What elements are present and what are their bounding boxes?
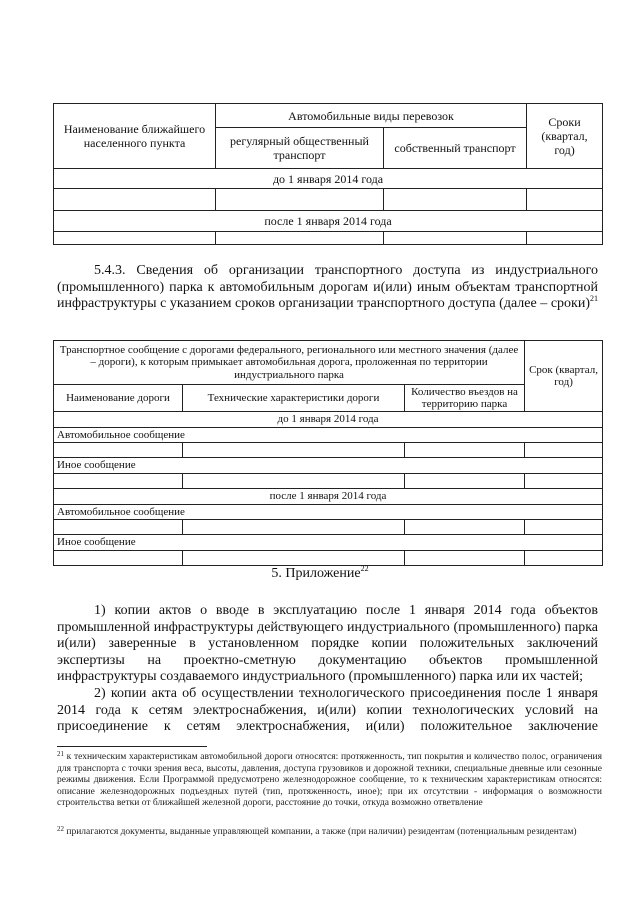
- header-terms: Сроки (квартал, год): [527, 104, 603, 169]
- section-5-heading: 5. Приложение$^{22}$: [271, 564, 369, 581]
- table-row: [54, 232, 603, 245]
- attachment-item-2: 2) копии акта об осуществлении технологического присоединения после 1 января 2014 года к сетям электроснабжения, и(или) копии технологических условий на присоединение к сетям электроснабжения, и(или) положительное заключение: [57, 686, 598, 734]
- header-transport-links: Транспортное сообщение с дорогами федерального, регионального или местного значения (далее – дороги), к которым примыкает автомобильная дорога, проложенная по территории индустриального парка: [54, 341, 525, 385]
- row-auto-link: Автомобильное сообщение: [54, 505, 603, 520]
- table-row: [54, 474, 603, 489]
- header-own-transport: собственный транспорт: [384, 128, 527, 169]
- table-row: [54, 551, 603, 566]
- footnote-ref-21: 21: [590, 294, 598, 303]
- row-after-2014: после 1 января 2014 года: [54, 211, 603, 232]
- footnote-divider: [57, 746, 207, 747]
- header-entries-count: Количество въездов на территорию парка: [405, 385, 525, 412]
- header-regular-transport: регулярный общественный транспорт: [216, 128, 384, 169]
- row-before-2014: до 1 января 2014 года: [54, 169, 603, 189]
- footnote-21: $^{21}$ к техническим характеристикам автомобильной дороги относятся: протяженность, тип покрытия и количество полос, ограничения для транспорта с точки зрения веса, высоты, давления, доступа грузовиков и дорожной техники, специальные дневные или сезонные режимы движения. Если Программой предусмотрено железнодорожное сообщение, то к техническим характеристикам относятся: описание железнодорожных подъездных путей (тип, протяженность, иное); при их отсутствии - информация о возможности строительства ветки от ближайшей железной дороги, расстояние до точки, откуда возможно ответвление: [57, 750, 602, 808]
- header-road-name: Наименование дороги: [54, 385, 183, 412]
- row-other-link: Иное сообщение: [54, 535, 603, 551]
- header-term: Срок (квартал, год): [525, 341, 603, 412]
- road-access-table: [53, 340, 603, 566]
- section-number: 5.4.3.: [94, 263, 126, 278]
- row-other-link: Иное сообщение: [54, 458, 603, 474]
- row-before-2014: до 1 января 2014 года: [54, 412, 603, 428]
- row-after-2014: после 1 января 2014 года: [54, 489, 603, 505]
- attachment-item-1: 1) копии актов о вводе в эксплуатацию после 1 января 2014 года объектов промышленной инфраструктуры действующего индустриального (промышленного) парка и(или) заверенные в установленном порядке копии положительных заключений экспертизы на проектно-сметную документацию объектов промышленной инфраструктуры создаваемого индустриального (промышленного) парка или их частей;: [57, 603, 598, 684]
- table-row: [54, 189, 603, 211]
- section-body: Сведения об организации транспортного доступа из индустриального (промышленного) парка к автомобильным дорогам и(или) иным объектам транспортной инфраструктуры с указанием сроков организации транспортного доступа (далее – сроки): [57, 263, 598, 311]
- header-road-tech: Технические характеристики дороги: [183, 385, 405, 412]
- table-row: [54, 520, 603, 535]
- header-transport-types: Автомобильные виды перевозок: [216, 104, 527, 128]
- table-row: [54, 443, 603, 458]
- section-543-text: [57, 263, 598, 313]
- header-settlement-name: Наименование ближайшего населенного пункта: [54, 104, 216, 169]
- footnote-ref-22: 22: [360, 564, 369, 573]
- row-auto-link: Автомобильное сообщение: [54, 428, 603, 443]
- footnote-22: $^{22}$ прилагаются документы, выданные управляющей компании, а также (при наличии) резидентам (потенциальным резидентам): [57, 825, 577, 837]
- settlement-transport-table: [53, 103, 603, 245]
